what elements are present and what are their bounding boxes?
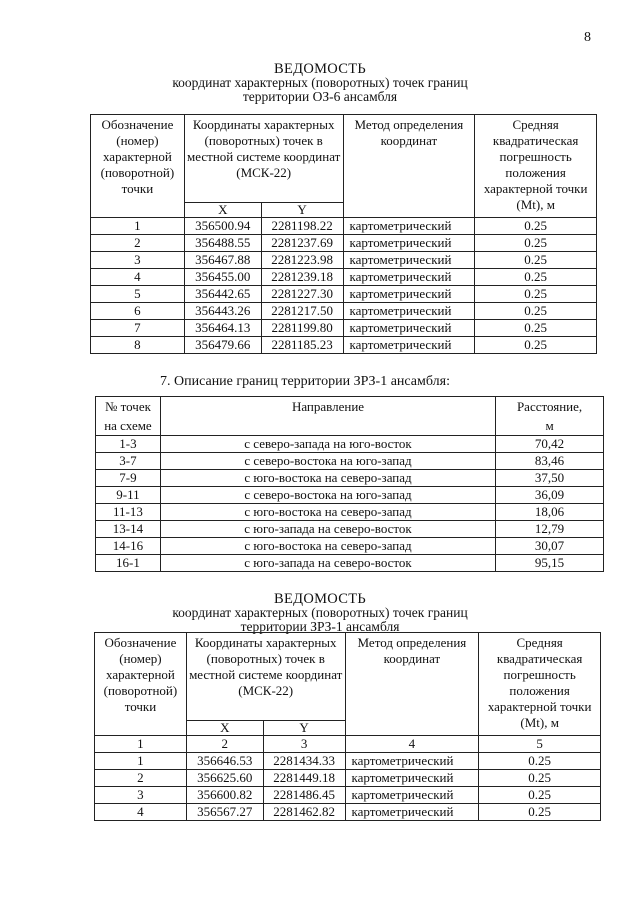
table-row bbox=[96, 470, 604, 487]
table3-colnum-5: 5 bbox=[479, 736, 601, 753]
distance-cell: 18,06 bbox=[496, 504, 604, 521]
distance-cell: 12,79 bbox=[496, 521, 604, 538]
section7-caption: 7. Описание границ территории ЗРЗ-1 ансамбля: bbox=[160, 374, 450, 389]
coordinates-table-oz6 bbox=[90, 114, 597, 354]
table-row bbox=[91, 320, 597, 337]
page-number: 8 bbox=[584, 30, 591, 45]
direction-cell: с юго-запада на северо-восток bbox=[160, 555, 495, 572]
table2-header-direction: Направление bbox=[160, 397, 495, 436]
table-row bbox=[96, 436, 604, 453]
method-cell: картометрический bbox=[345, 787, 479, 804]
coord-y-cell: 2281237.69 bbox=[261, 235, 343, 252]
coordinates-table-zrz1 bbox=[94, 632, 601, 821]
table1-header-y: Y bbox=[261, 202, 343, 217]
table-row bbox=[91, 235, 597, 252]
table-row bbox=[96, 555, 604, 572]
direction-cell: с юго-востока на северо-запад bbox=[160, 470, 495, 487]
points-cell: 11-13 bbox=[96, 504, 161, 521]
points-cell: 13-14 bbox=[96, 521, 161, 538]
error-cell: 0.25 bbox=[475, 303, 597, 320]
table3-heading bbox=[0, 592, 640, 634]
coord-y-cell: 2281239.18 bbox=[261, 269, 343, 286]
coord-y-cell: 2281462.82 bbox=[263, 804, 345, 821]
coord-x-cell: 356646.53 bbox=[186, 753, 263, 770]
table1-header-coords: Координаты характерных (поворотных) точек в местной системе координат (МСК-22) bbox=[184, 115, 343, 203]
coord-y-cell: 2281449.18 bbox=[263, 770, 345, 787]
method-cell: картометрический bbox=[343, 252, 475, 269]
method-cell: картометрический bbox=[343, 303, 475, 320]
coord-x-cell: 356500.94 bbox=[184, 218, 261, 235]
points-cell: 9-11 bbox=[96, 487, 161, 504]
distance-cell: 83,46 bbox=[496, 453, 604, 470]
coord-y-cell: 2281217.50 bbox=[261, 303, 343, 320]
table3-colnum-2: 2 bbox=[186, 736, 263, 753]
table-row bbox=[91, 269, 597, 286]
coord-y-cell: 2281199.80 bbox=[261, 320, 343, 337]
error-cell: 0.25 bbox=[475, 337, 597, 354]
table1-header-x: X bbox=[184, 202, 261, 217]
boundary-description-table bbox=[95, 396, 604, 572]
table-row bbox=[91, 337, 597, 354]
error-cell: 0.25 bbox=[475, 235, 597, 252]
coord-x-cell: 356455.00 bbox=[184, 269, 261, 286]
table3-subtitle-2: территории ЗРЗ-1 ансамбля bbox=[240, 619, 400, 634]
error-cell: 0.25 bbox=[479, 753, 601, 770]
table-row bbox=[96, 453, 604, 470]
method-cell: картометрический bbox=[343, 337, 475, 354]
method-cell: картометрический bbox=[345, 753, 479, 770]
method-cell: картометрический bbox=[343, 235, 475, 252]
direction-cell: с юго-запада на северо-восток bbox=[160, 521, 495, 538]
table-row bbox=[91, 303, 597, 320]
table2-header-distance-line1: Расстояние, bbox=[516, 399, 583, 414]
coord-y-cell: 2281434.33 bbox=[263, 753, 345, 770]
coord-x-cell: 356488.55 bbox=[184, 235, 261, 252]
coord-y-cell: 2281486.45 bbox=[263, 787, 345, 804]
table3-colnum-4: 4 bbox=[345, 736, 479, 753]
point-number-cell: 2 bbox=[95, 770, 187, 787]
coord-y-cell: 2281227.30 bbox=[261, 286, 343, 303]
direction-cell: с северо-востока на юго-запад bbox=[160, 487, 495, 504]
distance-cell: 36,09 bbox=[496, 487, 604, 504]
table-row bbox=[96, 521, 604, 538]
table3-header-error: Средняя квадратическая погрешность положения характерной точки (Mt), м bbox=[479, 633, 601, 736]
table2-header-points bbox=[96, 397, 161, 436]
coord-x-cell: 356567.27 bbox=[186, 804, 263, 821]
table-row bbox=[95, 787, 601, 804]
points-cell: 16-1 bbox=[96, 555, 161, 572]
error-cell: 0.25 bbox=[479, 804, 601, 821]
table3-header-x: X bbox=[186, 720, 263, 735]
point-number-cell: 1 bbox=[91, 218, 185, 235]
point-number-cell: 2 bbox=[91, 235, 185, 252]
table-row bbox=[95, 753, 601, 770]
point-number-cell: 8 bbox=[91, 337, 185, 354]
direction-cell: с юго-востока на северо-запад bbox=[160, 504, 495, 521]
table2-header-distance bbox=[496, 397, 604, 436]
table3-header-coords: Координаты характерных (поворотных) точек в местной системе координат (МСК-22) bbox=[186, 633, 345, 721]
method-cell: картометрический bbox=[343, 320, 475, 337]
error-cell: 0.25 bbox=[479, 787, 601, 804]
table1-heading bbox=[0, 62, 640, 104]
point-number-cell: 4 bbox=[95, 804, 187, 821]
table3-title: ВЕДОМОСТЬ bbox=[274, 591, 366, 607]
distance-cell: 95,15 bbox=[496, 555, 604, 572]
error-cell: 0.25 bbox=[479, 770, 601, 787]
point-number-cell: 1 bbox=[95, 753, 187, 770]
table-row bbox=[96, 538, 604, 555]
point-number-cell: 7 bbox=[91, 320, 185, 337]
distance-cell: 70,42 bbox=[496, 436, 604, 453]
table1-title: ВЕДОМОСТЬ bbox=[274, 61, 366, 77]
points-cell: 1-3 bbox=[96, 436, 161, 453]
coord-y-cell: 2281198.22 bbox=[261, 218, 343, 235]
table-row bbox=[96, 504, 604, 521]
table1-header-point: Обозначение (номер) характерной (поворотной) точки bbox=[91, 115, 185, 218]
method-cell: картометрический bbox=[345, 770, 479, 787]
table-row bbox=[91, 286, 597, 303]
table3-colnum-1: 1 bbox=[95, 736, 187, 753]
table1-header-method: Метод определения координат bbox=[343, 115, 475, 218]
point-number-cell: 3 bbox=[91, 252, 185, 269]
coord-x-cell: 356625.60 bbox=[186, 770, 263, 787]
table1-subtitle-2: территории ОЗ-6 ансамбля bbox=[242, 89, 398, 104]
table-row bbox=[91, 252, 597, 269]
coord-x-cell: 356442.65 bbox=[184, 286, 261, 303]
direction-cell: с юго-востока на северо-запад bbox=[160, 538, 495, 555]
method-cell: картометрический bbox=[343, 286, 475, 303]
error-cell: 0.25 bbox=[475, 252, 597, 269]
direction-cell: с северо-востока на юго-запад bbox=[160, 453, 495, 470]
method-cell: картометрический bbox=[343, 218, 475, 235]
coord-x-cell: 356479.66 bbox=[184, 337, 261, 354]
coord-y-cell: 2281185.23 bbox=[261, 337, 343, 354]
table2-header-distance-line2: м bbox=[545, 418, 554, 433]
method-cell: картометрический bbox=[343, 269, 475, 286]
table3-header-y: Y bbox=[263, 720, 345, 735]
table3-colnum-3: 3 bbox=[263, 736, 345, 753]
table-row bbox=[96, 487, 604, 504]
point-number-cell: 4 bbox=[91, 269, 185, 286]
table1-subtitle-1: координат характерных (поворотных) точек границ bbox=[172, 75, 468, 90]
points-cell: 14-16 bbox=[96, 538, 161, 555]
error-cell: 0.25 bbox=[475, 286, 597, 303]
points-cell: 3-7 bbox=[96, 453, 161, 470]
table1-header-error: Средняя квадратическая погрешность положения характерной точки (Mt), м bbox=[475, 115, 597, 218]
distance-cell: 30,07 bbox=[496, 538, 604, 555]
table-row bbox=[91, 218, 597, 235]
coord-x-cell: 356600.82 bbox=[186, 787, 263, 804]
table-row bbox=[95, 804, 601, 821]
coord-y-cell: 2281223.98 bbox=[261, 252, 343, 269]
coord-x-cell: 356443.26 bbox=[184, 303, 261, 320]
distance-cell: 37,50 bbox=[496, 470, 604, 487]
table2-header-points-line1: № точек bbox=[104, 399, 151, 414]
coord-x-cell: 356464.13 bbox=[184, 320, 261, 337]
direction-cell: с северо-запада на юго-восток bbox=[160, 436, 495, 453]
table3-header-method: Метод определения координат bbox=[345, 633, 479, 736]
error-cell: 0.25 bbox=[475, 320, 597, 337]
coord-x-cell: 356467.88 bbox=[184, 252, 261, 269]
point-number-cell: 3 bbox=[95, 787, 187, 804]
point-number-cell: 6 bbox=[91, 303, 185, 320]
points-cell: 7-9 bbox=[96, 470, 161, 487]
method-cell: картометрический bbox=[345, 804, 479, 821]
error-cell: 0.25 bbox=[475, 269, 597, 286]
point-number-cell: 5 bbox=[91, 286, 185, 303]
error-cell: 0.25 bbox=[475, 218, 597, 235]
table2-header-points-line2: на схеме bbox=[104, 418, 152, 433]
table3-header-point: Обозначение (номер) характерной (поворотной) точки bbox=[95, 633, 187, 736]
table3-subtitle-1: координат характерных (поворотных) точек границ bbox=[172, 605, 468, 620]
table-row bbox=[95, 770, 601, 787]
